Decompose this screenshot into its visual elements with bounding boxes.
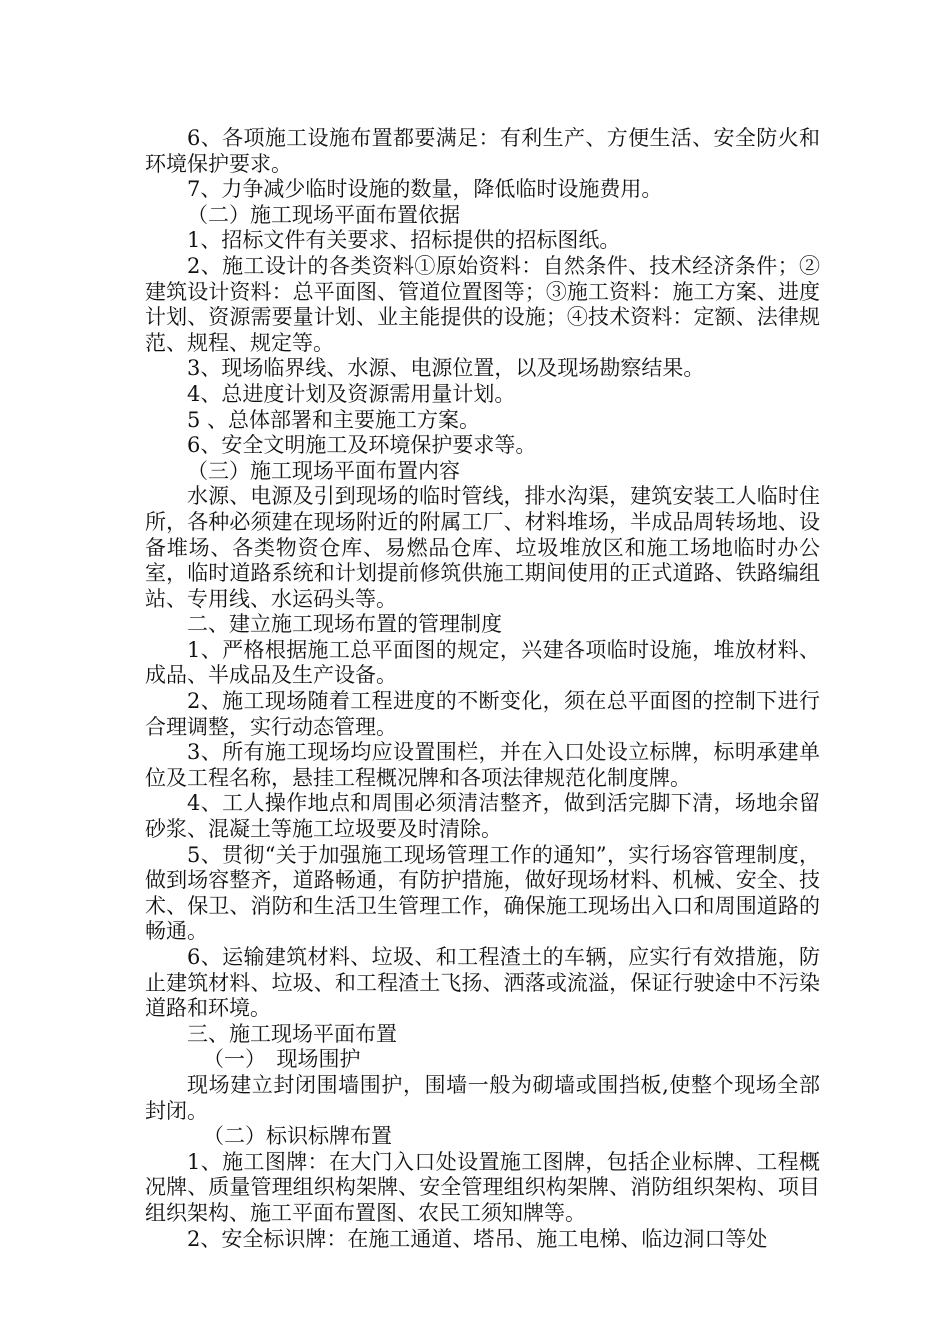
paragraph-design-requirement-7: 7、力争减少临时设施的数量，降低临时设施费用。	[187, 177, 663, 202]
paragraph-management-1: 1、严格根据施工总平面图的规定，兴建各项临时设施，堆放材料、成品、半成品及生产设备。	[145, 637, 820, 688]
paragraph-basis-3: 3、现场临界线、水源、电源位置，以及现场勘察结果。	[187, 356, 705, 381]
heading-management-system: 二、建立施工现场布置的管理制度	[187, 612, 502, 637]
heading-site-enclosure: （一） 现场围护	[203, 1047, 361, 1072]
paragraph-management-4: 4、工人操作地点和周围必须清洁整齐，做到活完脚下清，场地余留砂浆、混凝土等施工垃圾要及时清除。	[145, 791, 820, 842]
paragraph-signage-1: 1、施工图牌：在大门入口处设置施工图牌，包括企业标牌、工程概况牌、质量管理组织构架牌、安全管理组织构架牌、消防组织架构、项目组织架构、施工平面布置图、农民工须知牌等。	[145, 1149, 820, 1225]
paragraph-design-requirement-6: 6、各项施工设施布置都要满足：有利生产、方便生活、安全防火和环境保护要求。	[145, 126, 820, 176]
document-body	[145, 126, 820, 1252]
paragraph-basis-4: 4、总进度计划及资源需用量计划。	[187, 381, 516, 406]
paragraph-management-2: 2、施工现场随着工程进度的不断变化，须在总平面图的控制下进行合理调整，实行动态管理。	[145, 689, 820, 739]
paragraph-basis-6: 6、安全文明施工及环境保护要求等。	[187, 433, 537, 458]
paragraph-basis-1: 1、招标文件有关要求、招标提供的招标图纸。	[187, 228, 621, 253]
paragraph-signage-2: 2、安全标识牌：在施工通道、塔吊、施工电梯、临边洞口等处	[187, 1226, 768, 1251]
paragraph-basis-2: 2、施工设计的各类资料①原始资料：自然条件、技术经济条件；②建筑设计资料：总平面图、管道位置图等；③施工资料：施工方案、进度计划、资源需要量计划、业主能提供的设施；④技术资料：定额、法律规范、规程、规定等。	[145, 253, 820, 355]
paragraph-site-enclosure: 现场建立封闭围墙围护，围墙一般为砌墙或围挡板,使整个现场全部封闭。	[145, 1072, 820, 1123]
paragraph-layout-content: 水源、电源及引到现场的临时管线，排水沟渠，建筑安装工人临时住所，各种必须建在现场附近的附属工厂、材料堆场，半成品周转场地、设备堆场、各类物资仓库、易燃品仓库、垃圾堆放区和施工场地临时办公室，临时道路系统和计划提前修筑供施工期间使用的正式道路、铁路编组站、专用线、水运码头等。	[145, 484, 820, 611]
heading-signage-layout: （二）标识标牌布置	[203, 1124, 392, 1149]
heading-layout-content: （三）施工现场平面布置内容	[187, 458, 460, 483]
heading-site-layout: 三、施工现场平面布置	[187, 1021, 397, 1046]
paragraph-management-6: 6、运输建筑材料、垃圾、和工程渣土的车辆，应实行有效措施，防止建筑材料、垃圾、和工程渣土飞扬、洒落或流溢，保证行驶途中不污染道路和环境。	[145, 945, 820, 1021]
paragraph-management-3: 3、所有施工现场均应设置围栏，并在入口处设立标牌，标明承建单位及工程名称，悬挂工程概况牌和各项法律规范化制度牌。	[145, 740, 820, 790]
paragraph-management-5: 5、贯彻“关于加强施工现场管理工作的通知”，实行场容管理制度，做到场容整齐，道路畅通，有防护措施，做好现场材料、机械、安全、技术、保卫、消防和生活卫生管理工作，确保施工现场出入口和周围道路的畅通。	[145, 842, 820, 944]
paragraph-basis-5: 5 、总体部署和主要施工方案。	[187, 407, 481, 432]
heading-layout-basis: （二）施工现场平面布置依据	[187, 202, 460, 227]
